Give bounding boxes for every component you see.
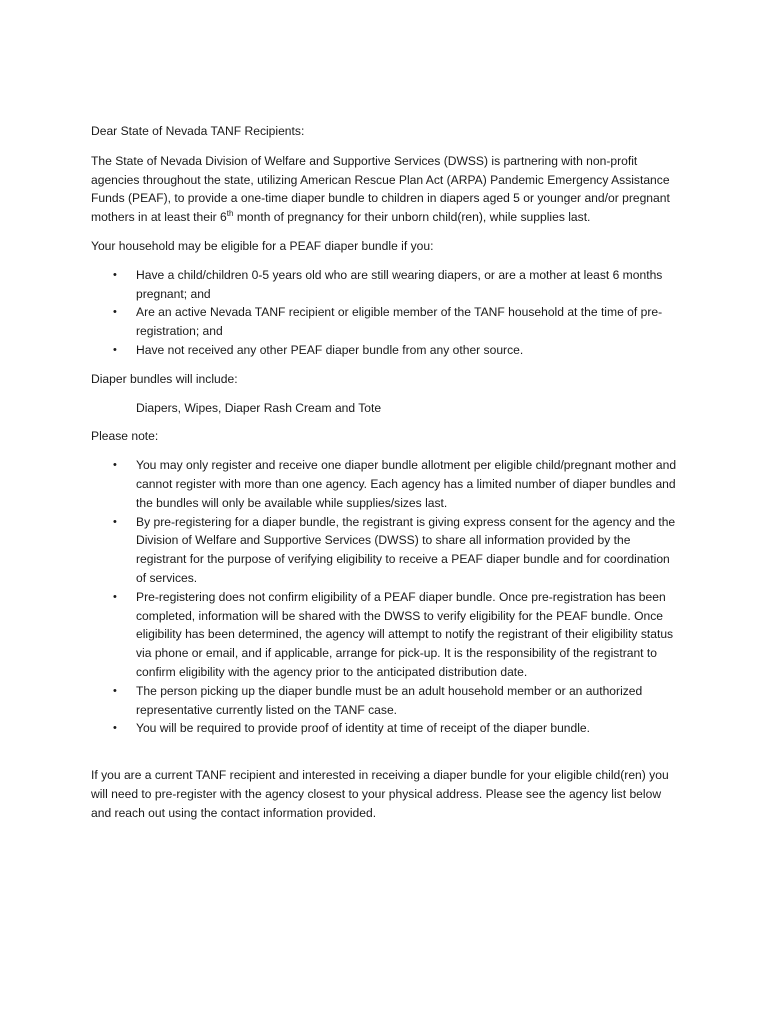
list-item-text: Pre-registering does not confirm eligibility of a PEAF diaper bundle. Once pre-registration has been completed, information will be shared with the DWSS to verify eligibility for the PEAF bundle. Once eligibility has been determined, the agency will attempt to notify the registrant of their eligibility status via phone or email, and if applicable, arrange for pick-up. It is the responsibility of the registrant to confirm eligibility with the agency prior to the anticipated distribution date.: [136, 589, 674, 679]
bullet-icon: •: [113, 722, 117, 735]
bullet-icon: •: [113, 306, 117, 319]
bundle-heading: Diaper bundles will include:: [91, 371, 238, 386]
intro-superscript: th: [226, 209, 234, 219]
greeting: Dear State of Nevada TANF Recipients:: [91, 124, 305, 138]
intro-text-end: month of pregnancy for their unborn child(ren), while supplies last.: [233, 210, 591, 225]
note-heading: Please note:: [91, 429, 159, 444]
list-item: [91, 513, 683, 588]
intro-paragraph: [91, 152, 683, 227]
list-item-text: The person picking up the diaper bundle must be an adult household member or an authorized representative currently listed on the TANF case.: [136, 683, 643, 717]
eligibility-list: [91, 266, 683, 360]
list-item-text: Are an active Nevada TANF recipient or eligible member of the TANF household at the time of pre-registration; and: [136, 305, 663, 339]
note-list: [91, 456, 683, 738]
list-item: [91, 682, 683, 720]
list-item: [91, 456, 683, 512]
bullet-icon: •: [113, 343, 117, 356]
bullet-icon: •: [113, 684, 117, 697]
eligibility-heading: Your household may be eligible for a PEAF diaper bundle if you:: [91, 238, 434, 253]
list-item-text: You may only register and receive one diaper bundle allotment per eligible child/pregnant mother and cannot register with more than one agency. Each agency has a limited number of diaper bundles and the bundles will only be available while supplies/sizes last.: [136, 458, 677, 510]
closing-paragraph: If you are a current TANF recipient and interested in receiving a diaper bundle for your eligible child(ren) you will need to pre-register with the agency closest to your physical address. Please see the agency list below and reach out using the contact information provided.: [91, 768, 669, 820]
letter-body: [91, 122, 683, 833]
spacer: [91, 748, 683, 766]
bullet-icon: •: [113, 590, 117, 603]
intro-text: The State of Nevada Division of Welfare and Supportive Services (DWSS) is partnering with non-profit agencies throughout the state, utilizing American Rescue Plan Act (ARPA) Pandemic Emergency Assistance Funds (PEAF), to provide a one-time diaper bundle to children in diapers aged 5 or younger and/or pregnant mothers in at least their 6: [91, 153, 670, 225]
list-item: [91, 266, 683, 304]
bundle-contents: Diapers, Wipes, Diaper Rash Cream and Tote: [136, 400, 382, 415]
list-item-text: Have not received any other PEAF diaper bundle from any other source.: [136, 342, 524, 357]
list-item: [91, 341, 683, 360]
list-item: [91, 303, 683, 341]
bullet-icon: •: [113, 459, 117, 472]
bullet-icon: •: [113, 268, 117, 281]
bullet-icon: •: [113, 515, 117, 528]
list-item-text: You will be required to provide proof of identity at time of receipt of the diaper bundle.: [136, 721, 591, 736]
list-item-text: By pre-registering for a diaper bundle, the registrant is giving express consent for the agency and the Division of Welfare and Supportive Services (DWSS) to share all information provided by the registrant for the purpose of verifying eligibility to receive a PEAF diaper bundle and for coordination of services.: [136, 514, 676, 585]
list-item-text: Have a child/children 0-5 years old who are still wearing diapers, or are a mother at least 6 months pregnant; and: [136, 267, 663, 301]
list-item: [91, 588, 683, 682]
list-item: [91, 719, 683, 738]
